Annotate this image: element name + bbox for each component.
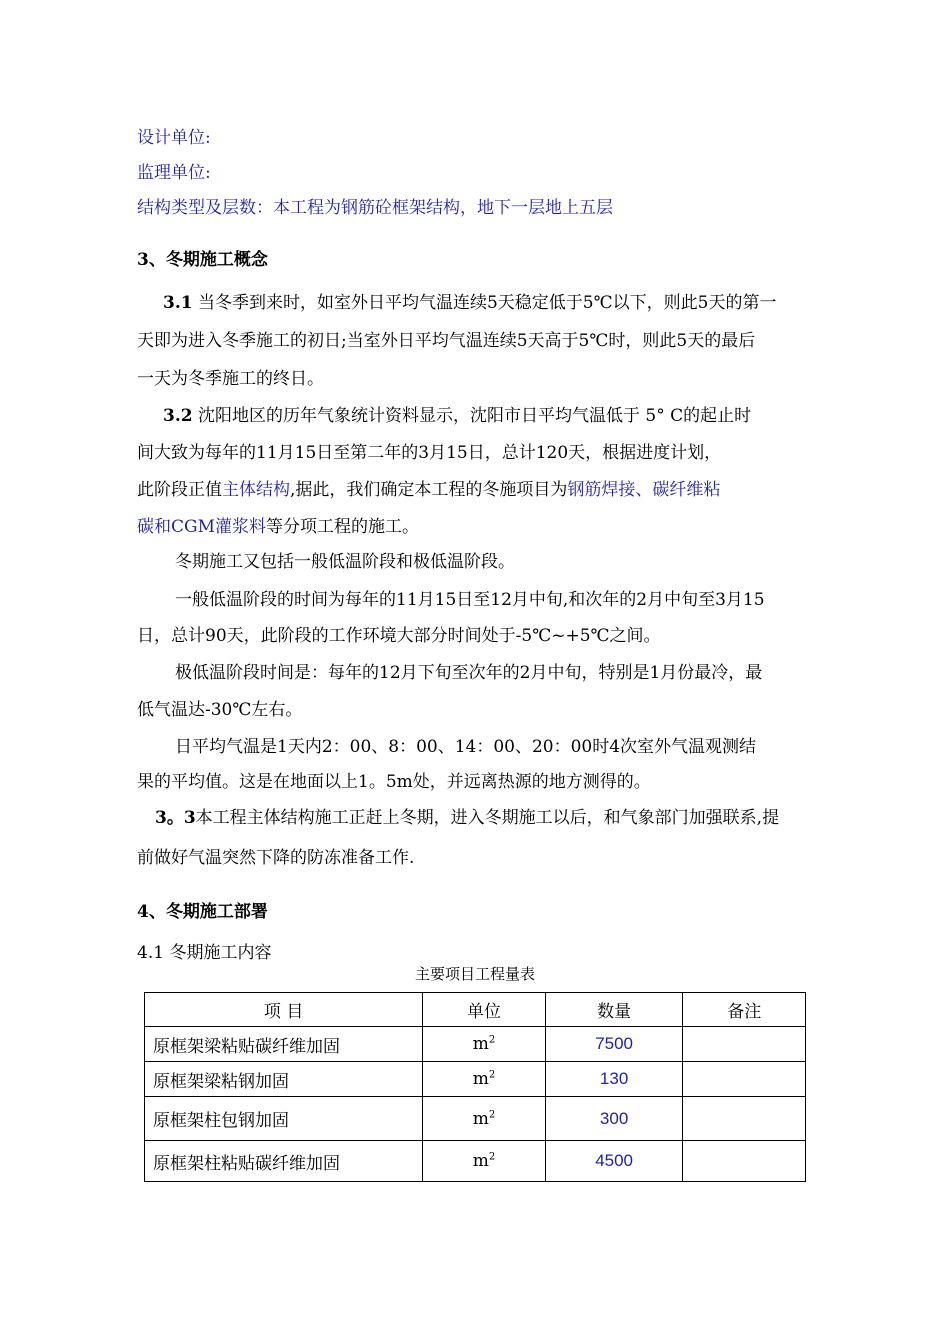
p-avg-line2: 果的平均值。这是在地面以上1。5m处，并远离热源的地方测得的。 <box>137 772 651 792</box>
row-note <box>683 1141 806 1182</box>
row-unit <box>423 1141 546 1182</box>
p33-line2: 前做好气温突然下降的防冻准备工作. <box>137 848 415 868</box>
p31-text1: 当冬季到来时，如室外日平均气温连续5天稳定低于5℃以下，则此5天的第一 <box>197 293 777 313</box>
row-item: 原框架梁粘钢加固 <box>145 1062 423 1097</box>
p33-text1: 本工程主体结构施工正赶上冬期，进入冬期施工以后，和气象部门加强联系,提 <box>195 808 780 828</box>
row-note <box>683 1097 806 1141</box>
section4-title: 4、冬期施工部署 <box>137 902 268 922</box>
design-unit: 设计单位: <box>137 128 211 148</box>
p33-line1 <box>155 806 779 830</box>
p31-number: 3.1 <box>163 293 193 313</box>
unit-base: m <box>472 1108 489 1129</box>
supervision-unit: 监理单位: <box>137 163 211 183</box>
p32-text3c: ,据此，我们确定本工程的冬施项目为 <box>290 480 568 500</box>
p31-line3: 一天为冬季施工的终日。 <box>137 369 324 389</box>
table-header-row <box>145 993 806 1027</box>
p32-line3 <box>137 478 720 502</box>
unit-exp: 2 <box>488 1034 496 1046</box>
p32-items-a: 钢筋焊接、碳纤维粘 <box>567 480 721 500</box>
table-row <box>145 1141 806 1182</box>
p-low-line1: 一般低温阶段的时间为每年的11月15日至12月中旬,和次年的2月中旬至3月15 <box>175 590 765 610</box>
table-row <box>145 1097 806 1141</box>
row-qty: 4500 <box>545 1141 683 1182</box>
p-vlow-line1: 极低温阶段时间是：每年的12月下旬至次年的2月中旬，特别是1月份最冷，最 <box>175 663 763 683</box>
p31-line2: 天即为进入冬季施工的初日;当室外日平均气温连续5天高于5℃时，则此5天的最后 <box>137 331 756 351</box>
p32-text3a: 此阶段正值 <box>137 480 222 500</box>
quantity-table <box>144 992 806 1182</box>
header-unit: 单位 <box>423 993 546 1027</box>
unit-exp: 2 <box>488 1108 496 1120</box>
header-qty: 数量 <box>545 993 683 1027</box>
row-note <box>683 1062 806 1097</box>
row-qty: 300 <box>545 1097 683 1141</box>
p32-line1 <box>163 404 751 428</box>
p33-number: 3。3 <box>155 808 196 828</box>
p32-items-b: 碳和CGM灌浆料 <box>137 517 266 537</box>
p-avg-line1: 日平均气温是1天内2：00、8：00、14：00、20：00时4次室外气温观测结 <box>175 737 757 757</box>
table-row <box>145 1062 806 1097</box>
unit-exp: 2 <box>488 1151 496 1163</box>
row-qty: 7500 <box>545 1027 683 1062</box>
table-caption: 主要项目工程量表 <box>414 965 535 983</box>
row-unit <box>423 1062 546 1097</box>
p32-line2: 间大致为每年的11月15日至第二年的3月15日，总计120天，根据进度计划， <box>137 443 722 463</box>
row-item: 原框架柱粘贴碳纤维加固 <box>145 1141 423 1182</box>
p-vlow-line2: 低气温达-30℃左右。 <box>137 700 303 720</box>
p32-number: 3.2 <box>163 406 193 426</box>
structure-type: 结构类型及层数：本工程为钢筋砼框架结构，地下一层地上五层 <box>137 198 613 218</box>
p32-line4 <box>137 515 419 539</box>
row-unit <box>423 1027 546 1062</box>
subsection-41: 4.1 冬期施工内容 <box>137 943 272 963</box>
unit-base: m <box>472 1151 489 1171</box>
p32-text4b: 等分项工程的施工。 <box>266 517 419 537</box>
p-stage: 冬期施工又包括一般低温阶段和极低温阶段。 <box>175 552 515 572</box>
unit-base: m <box>472 1034 489 1054</box>
unit-base: m <box>472 1069 489 1089</box>
row-note <box>683 1027 806 1062</box>
header-note: 备注 <box>683 993 806 1027</box>
section3-title: 3、冬期施工概念 <box>137 250 268 270</box>
p32-main-structure: 主体结构 <box>222 480 290 500</box>
row-item: 原框架梁粘贴碳纤维加固 <box>145 1027 423 1062</box>
p-low-line2: 日，总计90天，此阶段的工作环境大部分时间处于-5℃~+5℃之间。 <box>137 626 661 646</box>
row-item: 原框架柱包钢加固 <box>145 1097 423 1141</box>
row-unit <box>423 1097 546 1141</box>
row-qty: 130 <box>545 1062 683 1097</box>
p32-text1: 沈阳地区的历年气象统计资料显示，沈阳市日平均气温低于 5° C的起止时 <box>197 406 752 426</box>
unit-exp: 2 <box>488 1069 496 1081</box>
header-item: 项 目 <box>145 993 423 1027</box>
table-row <box>145 1027 806 1062</box>
p31-line1 <box>163 291 776 315</box>
